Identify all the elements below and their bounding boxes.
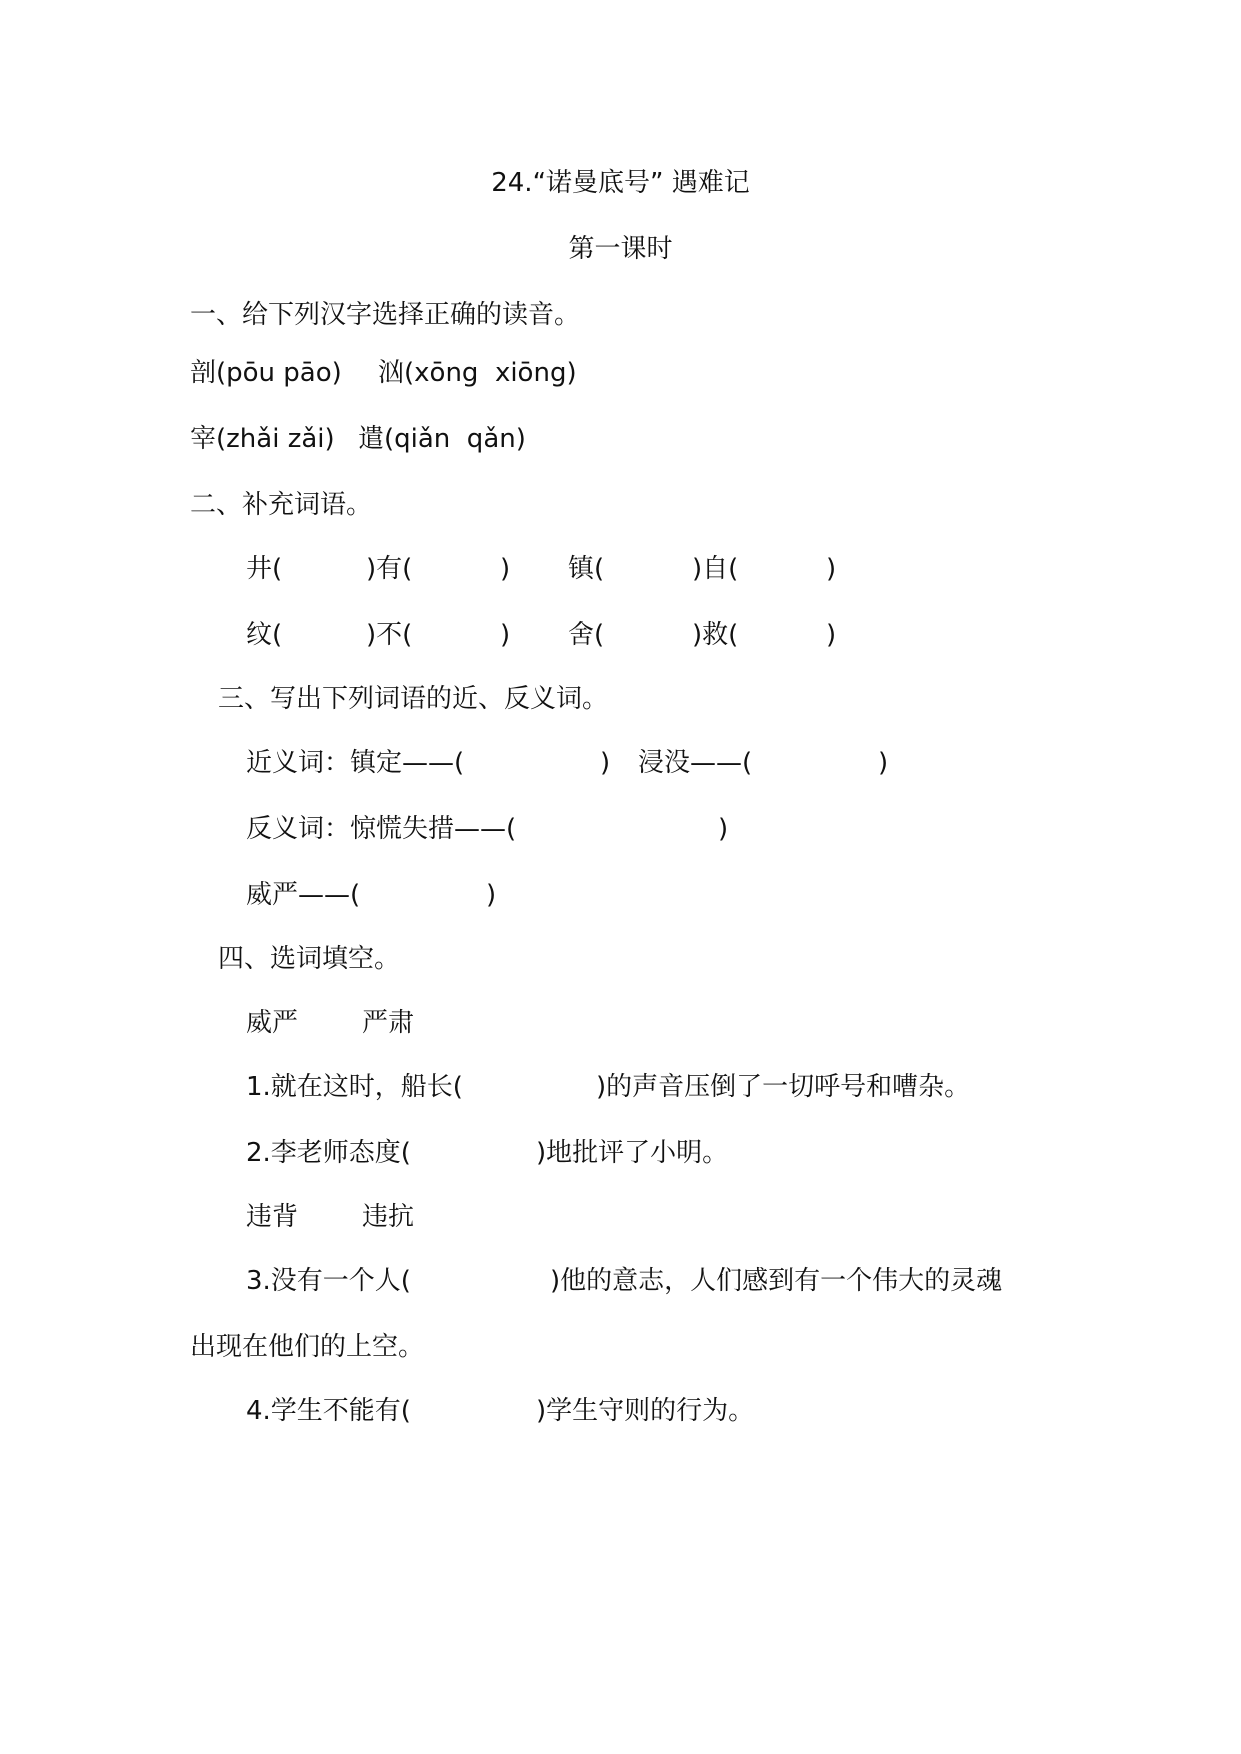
question-part: )学生守则的行为。	[536, 1396, 755, 1426]
section3-heading: 三、写出下列词语的近、反义词。	[218, 684, 609, 714]
idiom-part: )	[500, 554, 511, 584]
synonym-part: 近义词：镇定——(	[246, 748, 465, 778]
section4-heading: 四、选词填空。	[218, 944, 401, 974]
pinyin-item: 宰(zhǎi zǎi)	[190, 424, 335, 454]
pinyin-item: 汹(xōng xiōng)	[378, 358, 577, 388]
idiom-part: 纹(	[246, 620, 283, 650]
idiom-part: 镇(	[568, 554, 605, 584]
pinyin-item: 遣(qiǎn qǎn)	[358, 424, 526, 454]
question-part: 4.学生不能有(	[246, 1396, 411, 1426]
idiom-part: 井(	[246, 554, 283, 584]
word-choice: 威严	[246, 1008, 299, 1038]
idiom-part: )	[826, 554, 837, 584]
idiom-part: )有(	[366, 554, 413, 584]
question-part: )他的意志，人们感到有一个伟大的灵魂	[550, 1266, 1003, 1296]
antonym-part: )	[718, 814, 729, 844]
word-choice: 严肃	[362, 1008, 415, 1038]
section1-heading: 一、给下列汉字选择正确的读音。	[190, 300, 581, 330]
antonym-part: 反义词：惊慌失措——(	[246, 814, 517, 844]
section2-heading: 二、补充词语。	[190, 490, 373, 520]
question-part: 3.没有一个人(	[246, 1266, 411, 1296]
idiom-part: )自(	[692, 554, 739, 584]
lesson-subtitle: 第一课时	[568, 234, 673, 264]
antonym-part: )	[486, 880, 497, 910]
idiom-part: )	[500, 620, 511, 650]
page-title: 24.“诺曼底号” 遇难记	[491, 168, 750, 198]
idiom-part: )救(	[692, 620, 739, 650]
word-choice: 违抗	[362, 1202, 415, 1232]
question-part: 1.就在这时，船长(	[246, 1072, 463, 1102]
question-part: 2.李老师态度(	[246, 1138, 411, 1168]
antonym-part: 威严——(	[246, 880, 361, 910]
pinyin-item: 剖(pōu pāo)	[190, 358, 342, 388]
question-part: )的声音压倒了一切呼号和嘈杂。	[596, 1072, 971, 1102]
idiom-part: )不(	[366, 620, 413, 650]
word-choice: 违背	[246, 1202, 299, 1232]
synonym-part: )	[878, 748, 889, 778]
question-continuation: 出现在他们的上空。	[190, 1332, 425, 1362]
idiom-part: 舍(	[568, 620, 605, 650]
question-part: )地批评了小明。	[536, 1138, 729, 1168]
idiom-part: )	[826, 620, 837, 650]
synonym-part: 浸没——(	[638, 748, 753, 778]
synonym-part: )	[600, 748, 611, 778]
